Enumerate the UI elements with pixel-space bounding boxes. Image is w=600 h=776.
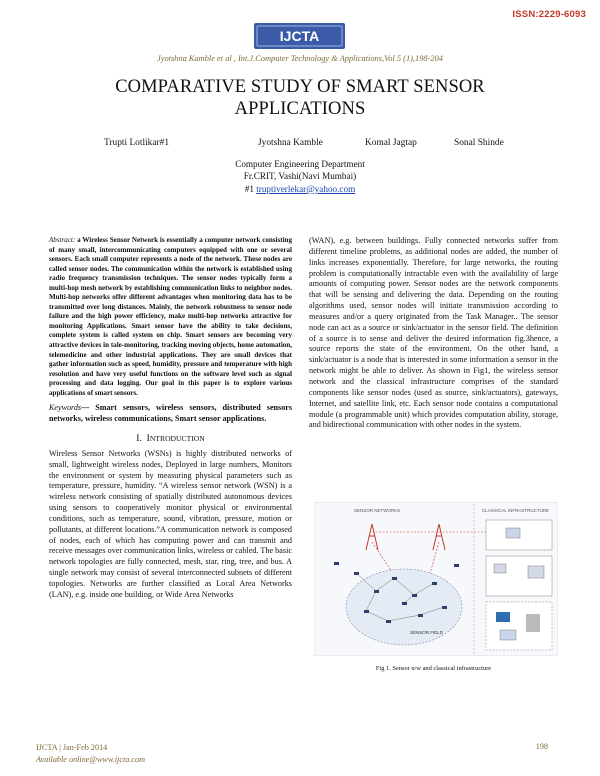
- abstract-text: a Wireless Sensor Network is essentially a computer network consisting of many small, intercommunicating computers equipped with one or several sensors. Each small computer represents a node of the network. These nodes are called sensor nodes. The communication within the network is established using radio frequency transmission techniques. The sensor nodes typically form a multi-hop mesh network by establishing communication links to neighbor nodes. Multi-hop networks offer different advantages when monitoring data has to be transmitted over long distances. Mainly, the network robustness to sensor node failure and the high power efficiency, make multi-hop networks attractive for monitoring Applications. Smart sensor have the ability to take decisions, complete system is called system on chip. Smart sensors are becoming very attractive devices in tale-monitoring, tracking moving objects, home automation, telemedicine and other industrial applications. They are small devices that gather information such as speed, humidity, pressure and temperature with high resolution and have very useful functions on the software level such as signal processing and data logging. Our goal in this paper is to explore various applications of smart sensors.: [49, 236, 292, 397]
- author-4: Sonal Shinde: [454, 138, 504, 148]
- affiliation: [0, 158, 600, 195]
- right-column: [309, 236, 558, 431]
- figure-label-left: SENSOR NETWORKS: [354, 508, 401, 513]
- department: Computer Engineering Department: [235, 159, 365, 169]
- email-prefix: #1: [244, 183, 257, 194]
- keywords-label: Keywords: [49, 403, 82, 413]
- section-rest: NTRODUCTION: [149, 434, 205, 444]
- email-link[interactable]: truptiverlekar@yahoo.com: [256, 183, 356, 194]
- abstract-label: Abstract:: [49, 236, 76, 244]
- author-1: Trupti Lotlikar#1: [104, 138, 170, 148]
- author-2: Jyotshna Kamble: [258, 138, 323, 148]
- footer-journal: IJCTA | Jan-Feb 2014: [36, 743, 108, 752]
- title-line-1: COMPARATIVE STUDY OF SMART SENSOR: [115, 77, 485, 97]
- intro-paragraph-left: Wireless Sensor Networks (WSNs) is highly distributed networks of small, lightweight wireless nodes, Deployed in large numbers, Monitors the environment or system by measuring physical parameters such as temperature, pressure, humidity. “A wireless sensor network (WSN) is a wireless network consisting of spatially distributed autonomous devices using sensors to cooperatively monitor physical or environmental conditions, such as temperature, sound, vibration, pressure, motion or pollutants, at different locations.”A communication network is composed of nodes, each of which has computing power and can transmit and receive messages over communication links, wireless or cabled. The basic network topologies are fully connected, mesh, star, ring, tree, and bus. A single network may consist of several interconnected subnets of different topologies. Networks are further classified as Local Area Networks (LAN), e.g. inside one building, or Wide Area Networks: [49, 448, 292, 599]
- intro-paragraph-right: (WAN), e.g. between buildings. Fully connected networks suffer from different timeline problems, as additional nodes are added, the number of links increases exponentially. Therefore, for large networks, the routing problem is computationally intractable even with the availability of large amounts of computing power. Sensor nodes are the network components that will be sensing and delivering the data. Depending on the routing algorithms used, sensor nodes will initiate transmission according to measures and/or a query originated from the Task Manager.. The sensor node can act as a source or sink/actuator in the sensor field. The definition of a source is to sense and deliver the desired information fig.3hence, a source reports the state of the environment. On the other hand, a sink/actuator is a node that is interested in some information a sensor in the network might be able to deliver. As shown in Fig1, the wireless sensor network and the classical infrastructure comprises of the standard components like sensor nodes (used as source, sink/actuators), gateways, Internet, and satellite link, etc. Each sensor node contains a computational module (a programmable unit) which provides computation ability, storage, and bidirectional communication with other nodes in the system.: [309, 236, 558, 430]
- footer: [36, 742, 145, 766]
- keywords-text: — Smart sensors, wireless sensors, distributed sensors networks, wireless communications, Smart sensor applications.: [49, 403, 292, 424]
- figure-sensor-network: [314, 502, 558, 656]
- abstract: [49, 236, 292, 398]
- section-number: I.: [136, 433, 142, 445]
- issn-label: ISSN:2229-6093: [512, 9, 586, 20]
- section-heading: [49, 434, 292, 444]
- author-3: Komal Jagtap: [365, 138, 417, 148]
- section-first-letter: I: [146, 433, 150, 445]
- journal-logo: [254, 23, 345, 49]
- figure-label-right: CLASSICAL INFRASTRUCTURE: [482, 508, 550, 513]
- running-header: Jyotshna Kamble et al , Int.J.Computer Technology & Applications,Vol 5 (1),198-204: [157, 54, 443, 63]
- page-number: 198: [535, 742, 548, 751]
- paper-title: [40, 76, 560, 120]
- institute: Fr.CRIT, Vashi(Navi Mumbai): [243, 171, 357, 182]
- infrastructure-panel: [486, 520, 552, 650]
- left-column: [49, 236, 292, 601]
- keywords: [49, 402, 292, 424]
- logo-text: IJCTA: [279, 28, 320, 44]
- sensor-field-label: SENSOR FIELD: [410, 630, 444, 635]
- footer-website: Available online@www.ijcta.com: [36, 755, 146, 764]
- figure-caption: Fig 1. Sensor n/w and classical infrastructure: [375, 665, 492, 672]
- title-line-2: APPLICATIONS: [234, 99, 366, 119]
- email-line: [0, 183, 600, 195]
